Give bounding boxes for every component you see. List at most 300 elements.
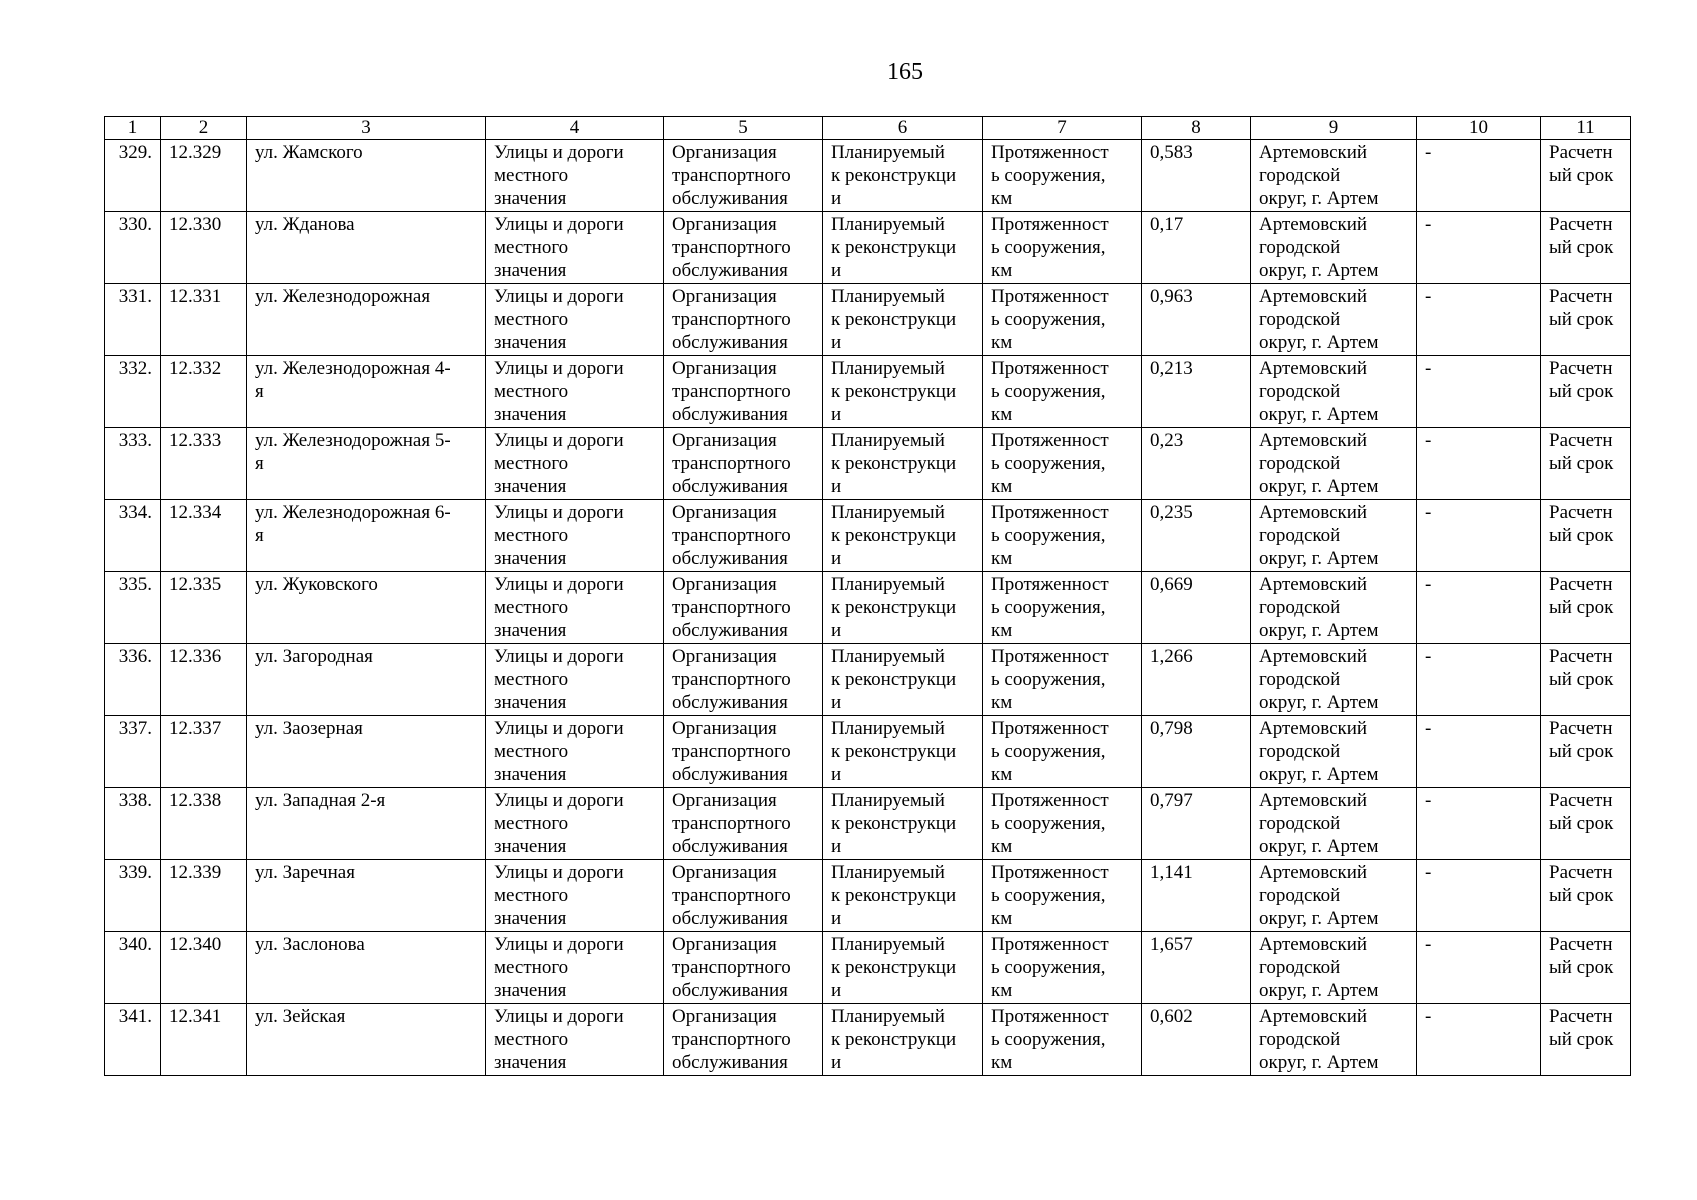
row-number: 331. <box>105 284 161 356</box>
object-term-line: ый срок <box>1549 381 1614 402</box>
object-status-line: к реконструкци <box>831 381 957 402</box>
object-status <box>823 500 983 572</box>
object-characteristic <box>983 284 1142 356</box>
table-row <box>105 428 1631 500</box>
object-status-line: к реконструкци <box>831 669 957 690</box>
object-term-line: Расчетн <box>1549 790 1613 811</box>
object-purpose-line: Организация <box>672 934 777 955</box>
row-number: 337. <box>105 716 161 788</box>
object-term-line: Расчетн <box>1549 358 1613 379</box>
object-type-line: значения <box>494 692 567 713</box>
object-term-line: Расчетн <box>1549 142 1613 163</box>
object-characteristic-line: ь сооружения, <box>991 309 1106 330</box>
object-type-line: местного <box>494 957 569 978</box>
table-row <box>105 140 1631 212</box>
header-row <box>105 117 1631 140</box>
object-location-line: Артемовский <box>1259 358 1368 379</box>
object-term-line: ый срок <box>1549 309 1614 330</box>
object-value: 0,235 <box>1142 500 1251 572</box>
row-number: 341. <box>105 1004 161 1076</box>
object-characteristic-line: ь сооружения, <box>991 237 1106 258</box>
object-location-line: городской <box>1259 957 1341 978</box>
object-characteristic-line: ь сооружения, <box>991 885 1106 906</box>
object-characteristic-line: Протяженност <box>991 862 1109 883</box>
object-location-line: Артемовский <box>1259 574 1368 595</box>
object-term-line: ый срок <box>1549 597 1614 618</box>
object-characteristic-line: Протяженност <box>991 502 1109 523</box>
object-characteristic-line: Протяженност <box>991 934 1109 955</box>
object-term <box>1541 788 1631 860</box>
object-location-line: Артемовский <box>1259 214 1368 235</box>
object-term <box>1541 716 1631 788</box>
object-characteristic-line: км <box>991 188 1013 209</box>
object-characteristic-line: км <box>991 908 1013 929</box>
object-name-line: я <box>255 525 264 546</box>
object-type <box>486 500 664 572</box>
object-location-line: Артемовский <box>1259 646 1368 667</box>
object-status-line: к реконструкци <box>831 813 957 834</box>
object-term-line: Расчетн <box>1549 1006 1613 1027</box>
object-term-line: ый срок <box>1549 669 1614 690</box>
object-purpose-line: обслуживания <box>672 908 788 929</box>
object-characteristic-line: ь сооружения, <box>991 453 1106 474</box>
object-status-line: к реконструкци <box>831 1029 957 1050</box>
object-term <box>1541 284 1631 356</box>
object-zone: - <box>1417 356 1541 428</box>
object-name <box>247 572 486 644</box>
object-name <box>247 788 486 860</box>
object-type <box>486 788 664 860</box>
object-status-line: к реконструкци <box>831 165 957 186</box>
object-characteristic-line: км <box>991 980 1013 1001</box>
object-type-line: Улицы и дороги <box>494 430 624 451</box>
object-status <box>823 716 983 788</box>
object-term-line: ый срок <box>1549 813 1614 834</box>
object-status-line: к реконструкци <box>831 597 957 618</box>
object-code: 12.334 <box>161 500 247 572</box>
object-purpose-line: обслуживания <box>672 764 788 785</box>
row-number: 335. <box>105 572 161 644</box>
object-zone: - <box>1417 572 1541 644</box>
object-purpose-line: транспортного <box>672 525 791 546</box>
object-term-line: Расчетн <box>1549 862 1613 883</box>
object-code: 12.333 <box>161 428 247 500</box>
object-status-line: и <box>831 548 842 569</box>
object-term-line: ый срок <box>1549 885 1614 906</box>
object-type <box>486 140 664 212</box>
object-name-line: ул. Жуковского <box>255 574 378 595</box>
object-location <box>1251 356 1417 428</box>
object-name-line: я <box>255 453 264 474</box>
object-characteristic-line: км <box>991 620 1013 641</box>
object-status-line: и <box>831 764 842 785</box>
object-type-line: Улицы и дороги <box>494 790 624 811</box>
object-value: 0,583 <box>1142 140 1251 212</box>
object-type-line: Улицы и дороги <box>494 502 624 523</box>
object-location-line: округ, г. Артем <box>1259 188 1379 209</box>
object-code: 12.341 <box>161 1004 247 1076</box>
object-name-line: ул. Железнодорожная 5- <box>255 430 451 451</box>
object-code: 12.340 <box>161 932 247 1004</box>
object-characteristic-line: км <box>991 548 1013 569</box>
object-type-line: значения <box>494 332 567 353</box>
object-term <box>1541 212 1631 284</box>
object-value: 0,798 <box>1142 716 1251 788</box>
object-term-line: ый срок <box>1549 237 1614 258</box>
object-name <box>247 932 486 1004</box>
object-code: 12.330 <box>161 212 247 284</box>
object-purpose <box>664 356 823 428</box>
object-type-line: местного <box>494 237 569 258</box>
object-purpose-line: транспортного <box>672 309 791 330</box>
object-location-line: округ, г. Артем <box>1259 980 1379 1001</box>
object-status-line: и <box>831 908 842 929</box>
object-term <box>1541 644 1631 716</box>
object-type-line: местного <box>494 165 569 186</box>
object-location-line: округ, г. Артем <box>1259 836 1379 857</box>
object-status-line: Планируемый <box>831 358 945 379</box>
object-zone: - <box>1417 716 1541 788</box>
object-purpose-line: Организация <box>672 862 777 883</box>
object-type-line: Улицы и дороги <box>494 574 624 595</box>
column-header-7: 7 <box>983 117 1142 140</box>
object-term-line: ый срок <box>1549 525 1614 546</box>
object-purpose-line: транспортного <box>672 1029 791 1050</box>
object-type-line: значения <box>494 908 567 929</box>
object-type-line: значения <box>494 548 567 569</box>
object-term-line: Расчетн <box>1549 502 1613 523</box>
object-name-line: ул. Железнодорожная 6- <box>255 502 451 523</box>
object-type-line: значения <box>494 260 567 281</box>
object-purpose-line: транспортного <box>672 813 791 834</box>
object-type <box>486 1004 664 1076</box>
object-location-line: городской <box>1259 669 1341 690</box>
object-status-line: и <box>831 188 842 209</box>
object-zone: - <box>1417 212 1541 284</box>
object-characteristic-line: Протяженност <box>991 790 1109 811</box>
object-name-line: ул. Зейская <box>255 1006 346 1027</box>
table-row <box>105 644 1631 716</box>
object-location-line: городской <box>1259 597 1341 618</box>
object-location-line: Артемовский <box>1259 790 1368 811</box>
object-purpose <box>664 284 823 356</box>
object-characteristic-line: км <box>991 332 1013 353</box>
object-name-line: ул. Железнодорожная <box>255 286 431 307</box>
object-location <box>1251 788 1417 860</box>
object-purpose-line: Организация <box>672 1006 777 1027</box>
table-row <box>105 500 1631 572</box>
row-number: 340. <box>105 932 161 1004</box>
object-purpose-line: транспортного <box>672 957 791 978</box>
object-type-line: значения <box>494 404 567 425</box>
object-status-line: Планируемый <box>831 1006 945 1027</box>
object-status-line: и <box>831 476 842 497</box>
object-purpose-line: обслуживания <box>672 980 788 1001</box>
object-status-line: и <box>831 404 842 425</box>
object-purpose-line: обслуживания <box>672 332 788 353</box>
object-purpose-line: Организация <box>672 646 777 667</box>
object-location-line: городской <box>1259 741 1341 762</box>
column-header-1: 1 <box>105 117 161 140</box>
object-zone: - <box>1417 644 1541 716</box>
object-value: 1,141 <box>1142 860 1251 932</box>
object-characteristic <box>983 860 1142 932</box>
object-type-line: местного <box>494 381 569 402</box>
object-characteristic-line: Протяженност <box>991 430 1109 451</box>
object-value: 0,17 <box>1142 212 1251 284</box>
object-characteristic-line: ь сооружения, <box>991 669 1106 690</box>
object-characteristic-line: км <box>991 476 1013 497</box>
column-header-5: 5 <box>664 117 823 140</box>
object-purpose-line: транспортного <box>672 885 791 906</box>
object-type <box>486 284 664 356</box>
row-number: 334. <box>105 500 161 572</box>
object-location-line: округ, г. Артем <box>1259 764 1379 785</box>
object-status-line: Планируемый <box>831 718 945 739</box>
object-name-line: ул. Заозерная <box>255 718 363 739</box>
object-location <box>1251 1004 1417 1076</box>
object-status-line: к реконструкци <box>831 453 957 474</box>
object-location-line: городской <box>1259 1029 1341 1050</box>
table-row <box>105 860 1631 932</box>
object-type-line: местного <box>494 597 569 618</box>
row-number: 329. <box>105 140 161 212</box>
table-row <box>105 1004 1631 1076</box>
object-term-line: ый срок <box>1549 1029 1614 1050</box>
object-purpose-line: обслуживания <box>672 476 788 497</box>
object-code: 12.329 <box>161 140 247 212</box>
object-term-line: ый срок <box>1549 957 1614 978</box>
object-purpose-line: обслуживания <box>672 1052 788 1073</box>
object-location-line: Артемовский <box>1259 502 1368 523</box>
object-location-line: городской <box>1259 237 1341 258</box>
object-location-line: Артемовский <box>1259 718 1368 739</box>
object-purpose-line: Организация <box>672 718 777 739</box>
object-purpose <box>664 140 823 212</box>
object-characteristic <box>983 932 1142 1004</box>
object-location <box>1251 644 1417 716</box>
object-characteristic <box>983 500 1142 572</box>
object-location-line: городской <box>1259 165 1341 186</box>
object-name <box>247 716 486 788</box>
object-code: 12.337 <box>161 716 247 788</box>
object-status-line: и <box>831 836 842 857</box>
object-location-line: округ, г. Артем <box>1259 260 1379 281</box>
object-location-line: округ, г. Артем <box>1259 332 1379 353</box>
object-status-line: и <box>831 692 842 713</box>
object-type <box>486 932 664 1004</box>
object-status-line: Планируемый <box>831 862 945 883</box>
object-location-line: городской <box>1259 813 1341 834</box>
object-characteristic-line: Протяженност <box>991 718 1109 739</box>
object-purpose <box>664 500 823 572</box>
table-row <box>105 716 1631 788</box>
object-type <box>486 356 664 428</box>
object-name <box>247 860 486 932</box>
object-location <box>1251 284 1417 356</box>
object-status <box>823 284 983 356</box>
object-status <box>823 212 983 284</box>
object-location-line: Артемовский <box>1259 286 1368 307</box>
object-characteristic-line: Протяженност <box>991 646 1109 667</box>
column-header-8: 8 <box>1142 117 1251 140</box>
object-term <box>1541 860 1631 932</box>
object-status-line: к реконструкци <box>831 525 957 546</box>
object-term-line: Расчетн <box>1549 214 1613 235</box>
object-type-line: значения <box>494 836 567 857</box>
objects-table <box>104 116 1631 1076</box>
object-term-line: Расчетн <box>1549 934 1613 955</box>
object-type-line: Улицы и дороги <box>494 286 624 307</box>
object-location-line: городской <box>1259 453 1341 474</box>
object-status <box>823 428 983 500</box>
object-purpose <box>664 644 823 716</box>
object-value: 0,602 <box>1142 1004 1251 1076</box>
object-value: 1,266 <box>1142 644 1251 716</box>
object-characteristic-line: ь сооружения, <box>991 165 1106 186</box>
object-characteristic <box>983 716 1142 788</box>
object-status <box>823 788 983 860</box>
object-name-line: ул. Заречная <box>255 862 355 883</box>
object-value: 0,963 <box>1142 284 1251 356</box>
column-header-6: 6 <box>823 117 983 140</box>
table-row <box>105 572 1631 644</box>
row-number: 338. <box>105 788 161 860</box>
object-status-line: и <box>831 260 842 281</box>
object-characteristic <box>983 356 1142 428</box>
object-value: 0,669 <box>1142 572 1251 644</box>
object-location <box>1251 716 1417 788</box>
object-status-line: к реконструкци <box>831 957 957 978</box>
row-number: 330. <box>105 212 161 284</box>
object-type-line: местного <box>494 309 569 330</box>
object-term-line: ый срок <box>1549 165 1614 186</box>
column-header-11: 11 <box>1541 117 1631 140</box>
object-purpose-line: обслуживания <box>672 260 788 281</box>
object-characteristic-line: Протяженност <box>991 286 1109 307</box>
object-term-line: Расчетн <box>1549 718 1613 739</box>
object-purpose <box>664 572 823 644</box>
object-status <box>823 572 983 644</box>
object-status <box>823 356 983 428</box>
object-location <box>1251 428 1417 500</box>
object-zone: - <box>1417 1004 1541 1076</box>
object-name <box>247 284 486 356</box>
object-characteristic-line: ь сооружения, <box>991 525 1106 546</box>
row-number: 333. <box>105 428 161 500</box>
object-type-line: значения <box>494 188 567 209</box>
row-number: 336. <box>105 644 161 716</box>
column-header-2: 2 <box>161 117 247 140</box>
object-location-line: Артемовский <box>1259 142 1368 163</box>
object-location-line: округ, г. Артем <box>1259 908 1379 929</box>
object-term <box>1541 572 1631 644</box>
object-location-line: округ, г. Артем <box>1259 692 1379 713</box>
object-location-line: городской <box>1259 309 1341 330</box>
object-purpose-line: транспортного <box>672 597 791 618</box>
object-characteristic-line: ь сооружения, <box>991 957 1106 978</box>
column-header-9: 9 <box>1251 117 1417 140</box>
object-status-line: к реконструкци <box>831 309 957 330</box>
object-characteristic-line: ь сооружения, <box>991 1029 1106 1050</box>
row-number: 332. <box>105 356 161 428</box>
object-purpose-line: транспортного <box>672 453 791 474</box>
object-location-line: городской <box>1259 381 1341 402</box>
object-status-line: к реконструкци <box>831 741 957 762</box>
table-row <box>105 356 1631 428</box>
object-characteristic-line: Протяженност <box>991 1006 1109 1027</box>
object-type-line: местного <box>494 453 569 474</box>
object-purpose-line: Организация <box>672 574 777 595</box>
object-characteristic <box>983 1004 1142 1076</box>
object-term-line: Расчетн <box>1549 286 1613 307</box>
object-status <box>823 860 983 932</box>
object-purpose-line: обслуживания <box>672 404 788 425</box>
object-characteristic <box>983 644 1142 716</box>
object-zone: - <box>1417 932 1541 1004</box>
object-purpose <box>664 716 823 788</box>
object-location-line: округ, г. Артем <box>1259 404 1379 425</box>
object-purpose-line: Организация <box>672 430 777 451</box>
object-characteristic-line: км <box>991 692 1013 713</box>
object-type <box>486 644 664 716</box>
object-purpose <box>664 860 823 932</box>
object-status-line: Планируемый <box>831 790 945 811</box>
object-type-line: Улицы и дороги <box>494 718 624 739</box>
row-number: 339. <box>105 860 161 932</box>
object-term <box>1541 932 1631 1004</box>
column-header-10: 10 <box>1417 117 1541 140</box>
object-term-line: ый срок <box>1549 741 1614 762</box>
object-name <box>247 140 486 212</box>
object-type <box>486 428 664 500</box>
object-type <box>486 212 664 284</box>
object-name <box>247 428 486 500</box>
object-type-line: Улицы и дороги <box>494 142 624 163</box>
object-value: 1,657 <box>1142 932 1251 1004</box>
object-characteristic <box>983 140 1142 212</box>
object-term <box>1541 1004 1631 1076</box>
object-purpose-line: обслуживания <box>672 836 788 857</box>
object-location <box>1251 500 1417 572</box>
object-purpose-line: обслуживания <box>672 620 788 641</box>
object-code: 12.335 <box>161 572 247 644</box>
object-location-line: округ, г. Артем <box>1259 548 1379 569</box>
object-status-line: Планируемый <box>831 934 945 955</box>
object-location <box>1251 212 1417 284</box>
object-status-line: Планируемый <box>831 574 945 595</box>
object-type-line: местного <box>494 741 569 762</box>
object-code: 12.332 <box>161 356 247 428</box>
object-characteristic-line: км <box>991 404 1013 425</box>
object-term-line: Расчетн <box>1549 574 1613 595</box>
object-characteristic-line: км <box>991 764 1013 785</box>
object-name <box>247 644 486 716</box>
object-characteristic-line: Протяженност <box>991 214 1109 235</box>
object-location-line: округ, г. Артем <box>1259 476 1379 497</box>
object-name <box>247 1004 486 1076</box>
object-status-line: к реконструкци <box>831 237 957 258</box>
object-location-line: Артемовский <box>1259 1006 1368 1027</box>
object-type-line: значения <box>494 1052 567 1073</box>
object-term-line: Расчетн <box>1549 430 1613 451</box>
object-status-line: Планируемый <box>831 142 945 163</box>
object-location-line: Артемовский <box>1259 862 1368 883</box>
object-term <box>1541 356 1631 428</box>
column-header-4: 4 <box>486 117 664 140</box>
object-characteristic-line: км <box>991 836 1013 857</box>
object-type-line: значения <box>494 476 567 497</box>
